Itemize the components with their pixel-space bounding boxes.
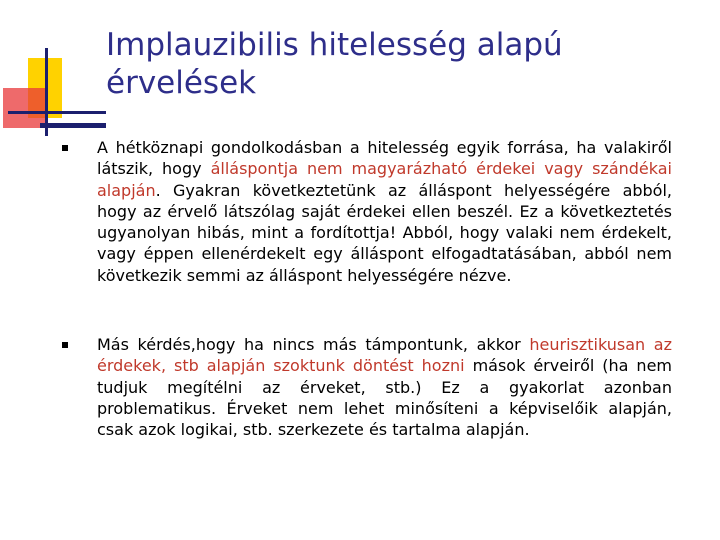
slide-title bbox=[106, 26, 696, 102]
bullet-1-text-before: A hétköznapi gondolkodásban a hitelesség egyik forrása, ha valakiről látszik, hogy bbox=[97, 138, 672, 179]
corner-logo-decoration bbox=[0, 0, 110, 140]
logo-horizontal-bar bbox=[40, 123, 106, 128]
logo-red-square bbox=[3, 88, 47, 128]
slide-title-line-2: érvelések bbox=[106, 65, 257, 101]
slide-title-line-1: Implauzibilis hitelesség alapú bbox=[106, 27, 563, 63]
bullet-2-text-before: Más kérdés,hogy ha nincs más támpontunk, akkor bbox=[97, 335, 530, 355]
bullet-square-icon bbox=[62, 145, 68, 151]
bullet-1-highlight: álláspontja nem magyarázható érdekei vagy szándékai alapján bbox=[97, 159, 672, 200]
bullet-1-text-after: . Gyakran következtetünk az álláspont helyességére abból, hogy az érvelő látszólag saját érdekei ellen beszél. Ez a következtetés ugyanolyan hibás, mint a fordítottja! Abból, hogy valaki nem érdekelt, vagy éppen ellenérdekelt egy álláspont elfogadtatásában, abból nem következik semmi az álláspont helyességére nézve. bbox=[97, 180, 672, 285]
bullet-2-text-after: mások érveiről (ha nem tudjuk megítélni az érveket, stb.) Ez a gyakorlat azonban problematikus. Érveket nem lehet minősíteni a képviselőik alapján, csak azok logikai, stb. szerkezete és tartalma alapján. bbox=[97, 356, 673, 440]
logo-horizontal-line bbox=[8, 111, 106, 114]
bullet-item-2 bbox=[62, 334, 672, 440]
bullet-square-icon bbox=[62, 342, 68, 348]
bullet-2-highlight: heurisztikusan az érdekek, stb alapján szoktunk döntést hozni bbox=[97, 335, 672, 376]
bullet-item-1 bbox=[62, 137, 672, 286]
bullet-list bbox=[62, 137, 672, 441]
